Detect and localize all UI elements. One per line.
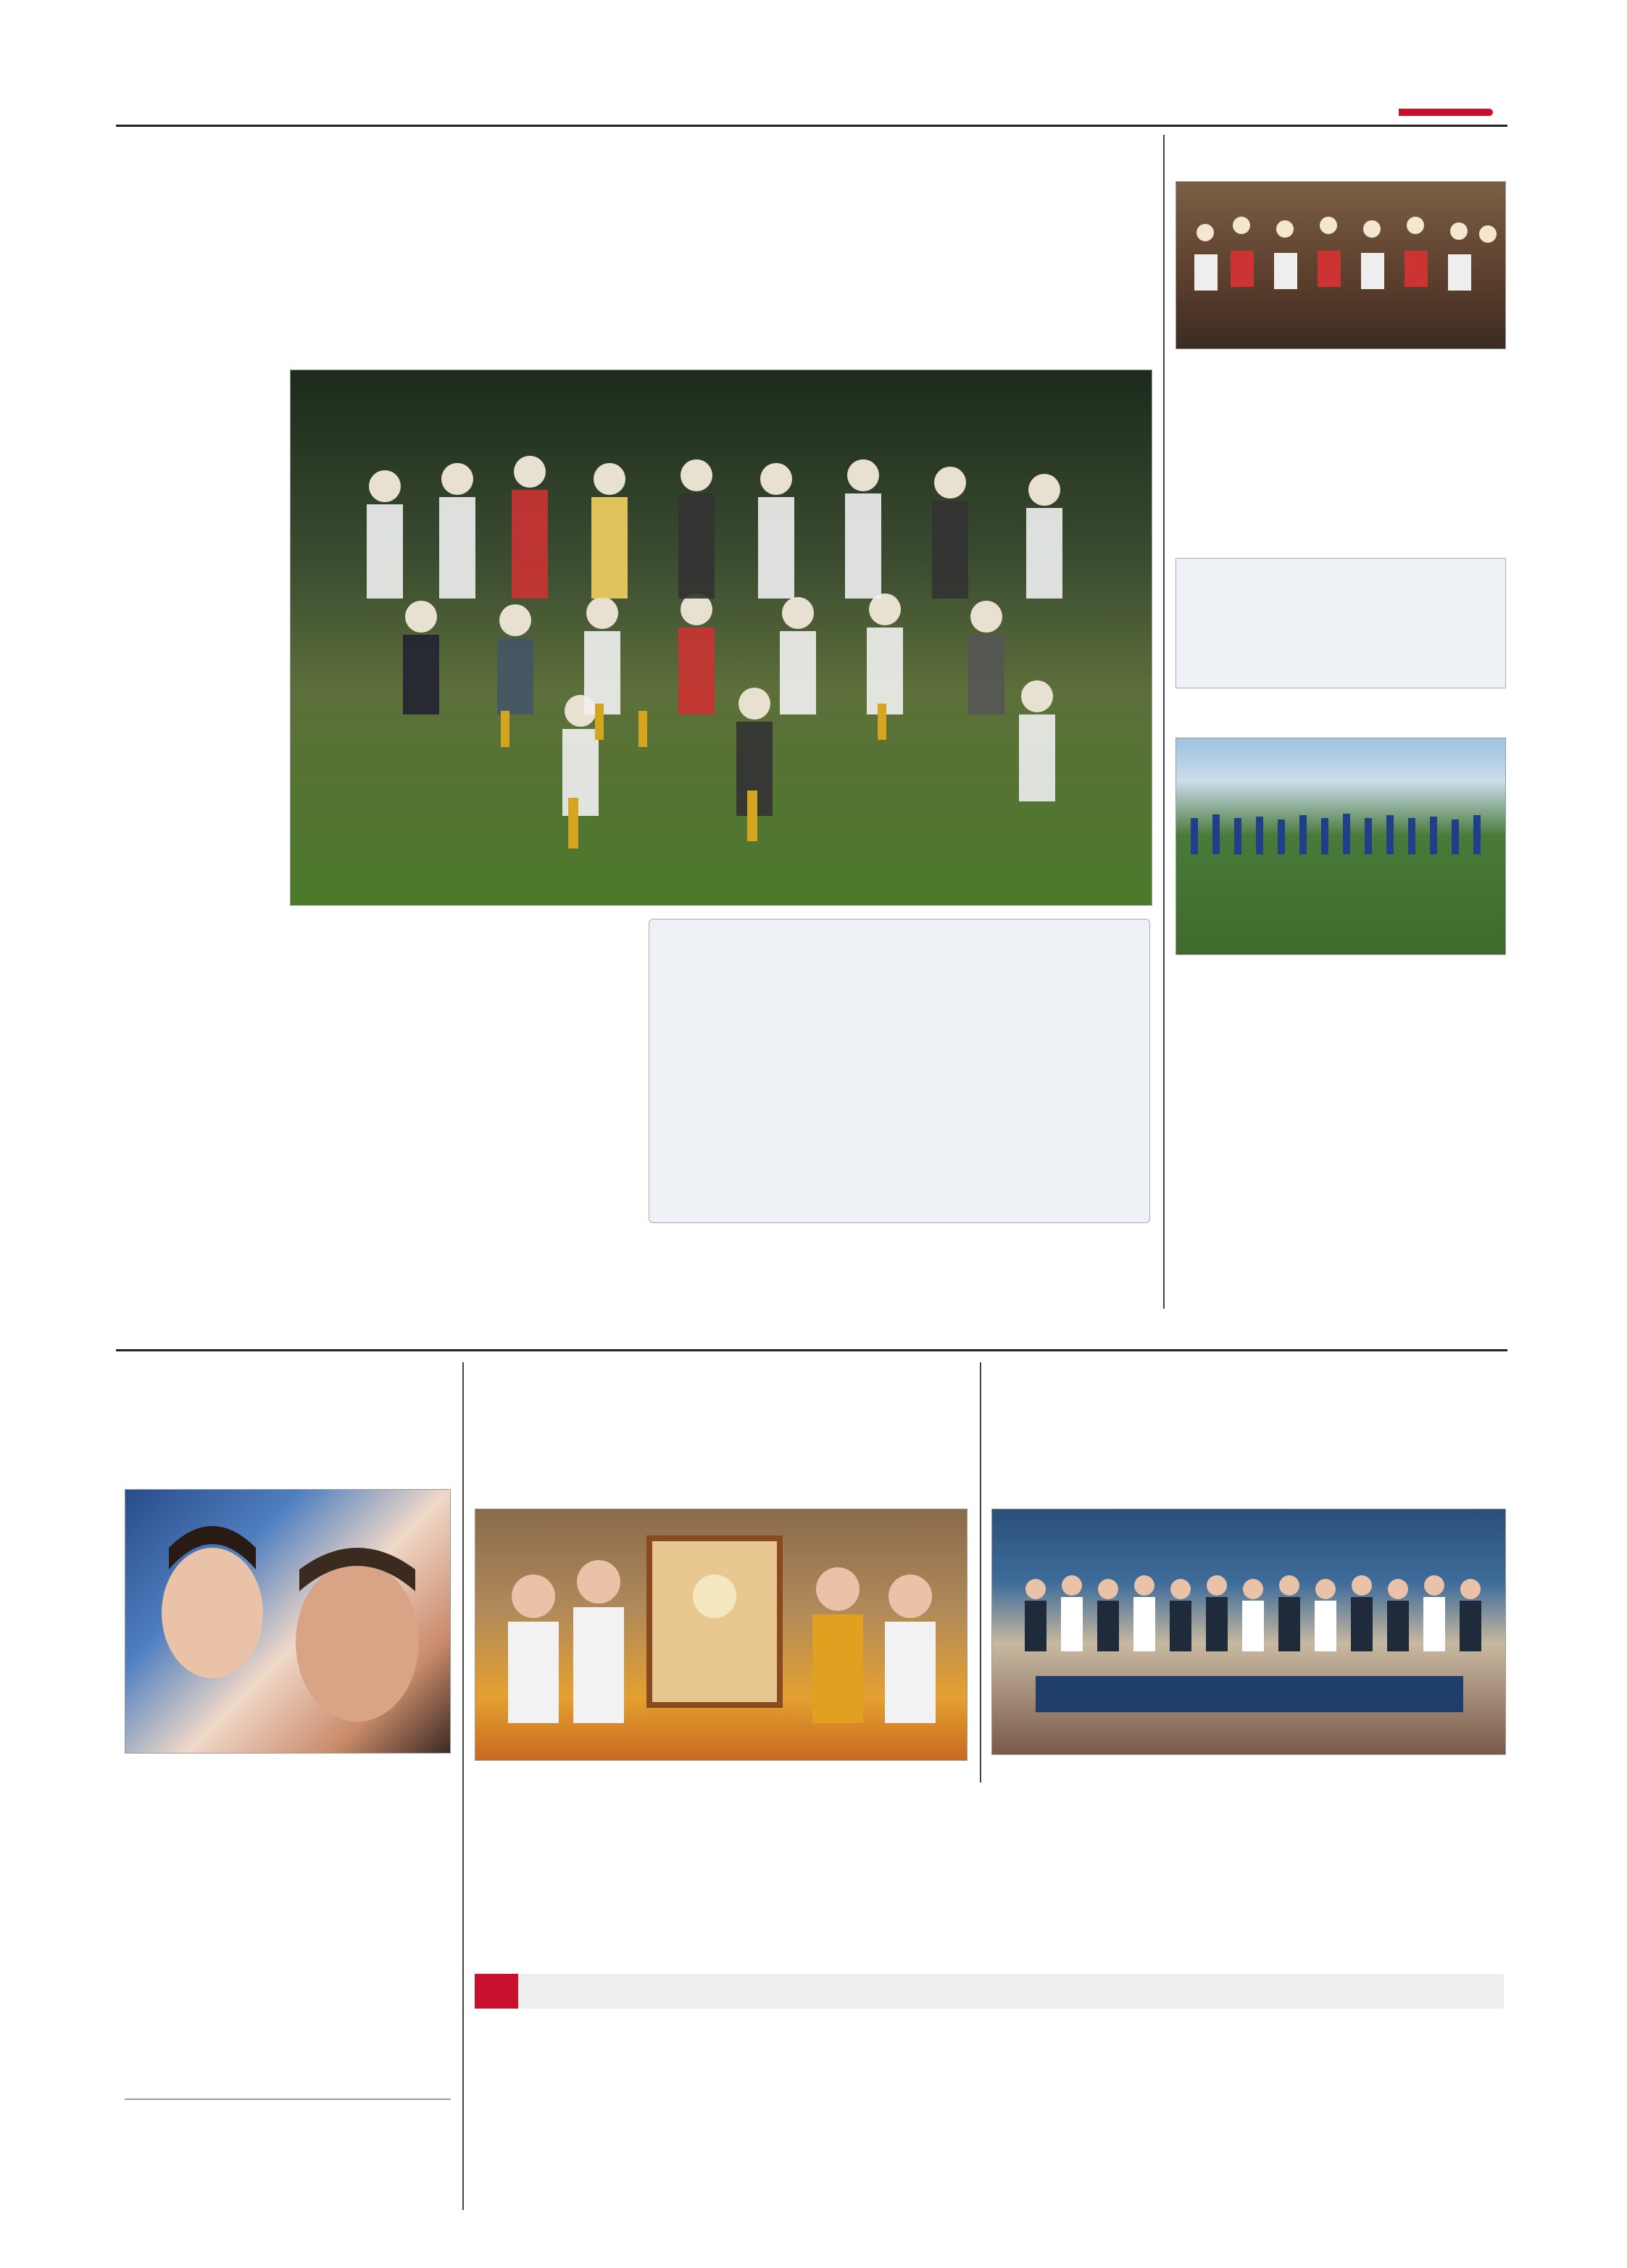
heritage-tag-bar	[475, 1974, 1504, 2009]
sarfira-photo	[125, 1489, 451, 1754]
pen-icon	[1399, 109, 1493, 116]
udyog-photo	[991, 1509, 1506, 1755]
tepan-box	[1175, 558, 1506, 688]
scouts-illustration	[1176, 738, 1506, 955]
city-column-divider	[462, 1362, 464, 2210]
tepan-body	[1185, 567, 1497, 654]
muni-ceremony-illustration	[475, 1509, 968, 1761]
veteran-body	[661, 933, 1138, 1193]
section-rule	[116, 1349, 1507, 1351]
poster-release-illustration	[1176, 182, 1506, 349]
poster-body	[1178, 354, 1504, 549]
muni-column-divider	[980, 1362, 981, 1783]
king-photo	[125, 2098, 451, 2100]
apada-body	[1178, 960, 1504, 1301]
actors-illustration	[125, 1490, 451, 1754]
awards-body	[300, 925, 635, 1316]
golf-group-photo	[290, 370, 1152, 906]
heritage-tag	[475, 1974, 518, 2009]
right-column-divider	[1163, 135, 1165, 1309]
muni-body	[475, 1784, 968, 1965]
veteran-box	[649, 919, 1150, 1223]
udyog-body	[991, 1775, 1506, 1943]
masthead	[116, 51, 1507, 120]
masthead-rule	[116, 125, 1507, 127]
muni-photo	[475, 1509, 968, 1761]
city-body	[125, 1759, 451, 2064]
awards-box	[290, 913, 645, 1341]
poster-photo	[1175, 181, 1506, 349]
lead-body	[125, 370, 284, 1341]
golf-players-illustration	[291, 370, 1152, 906]
apada-photo	[1175, 738, 1506, 955]
conclave-illustration	[992, 1509, 1506, 1755]
